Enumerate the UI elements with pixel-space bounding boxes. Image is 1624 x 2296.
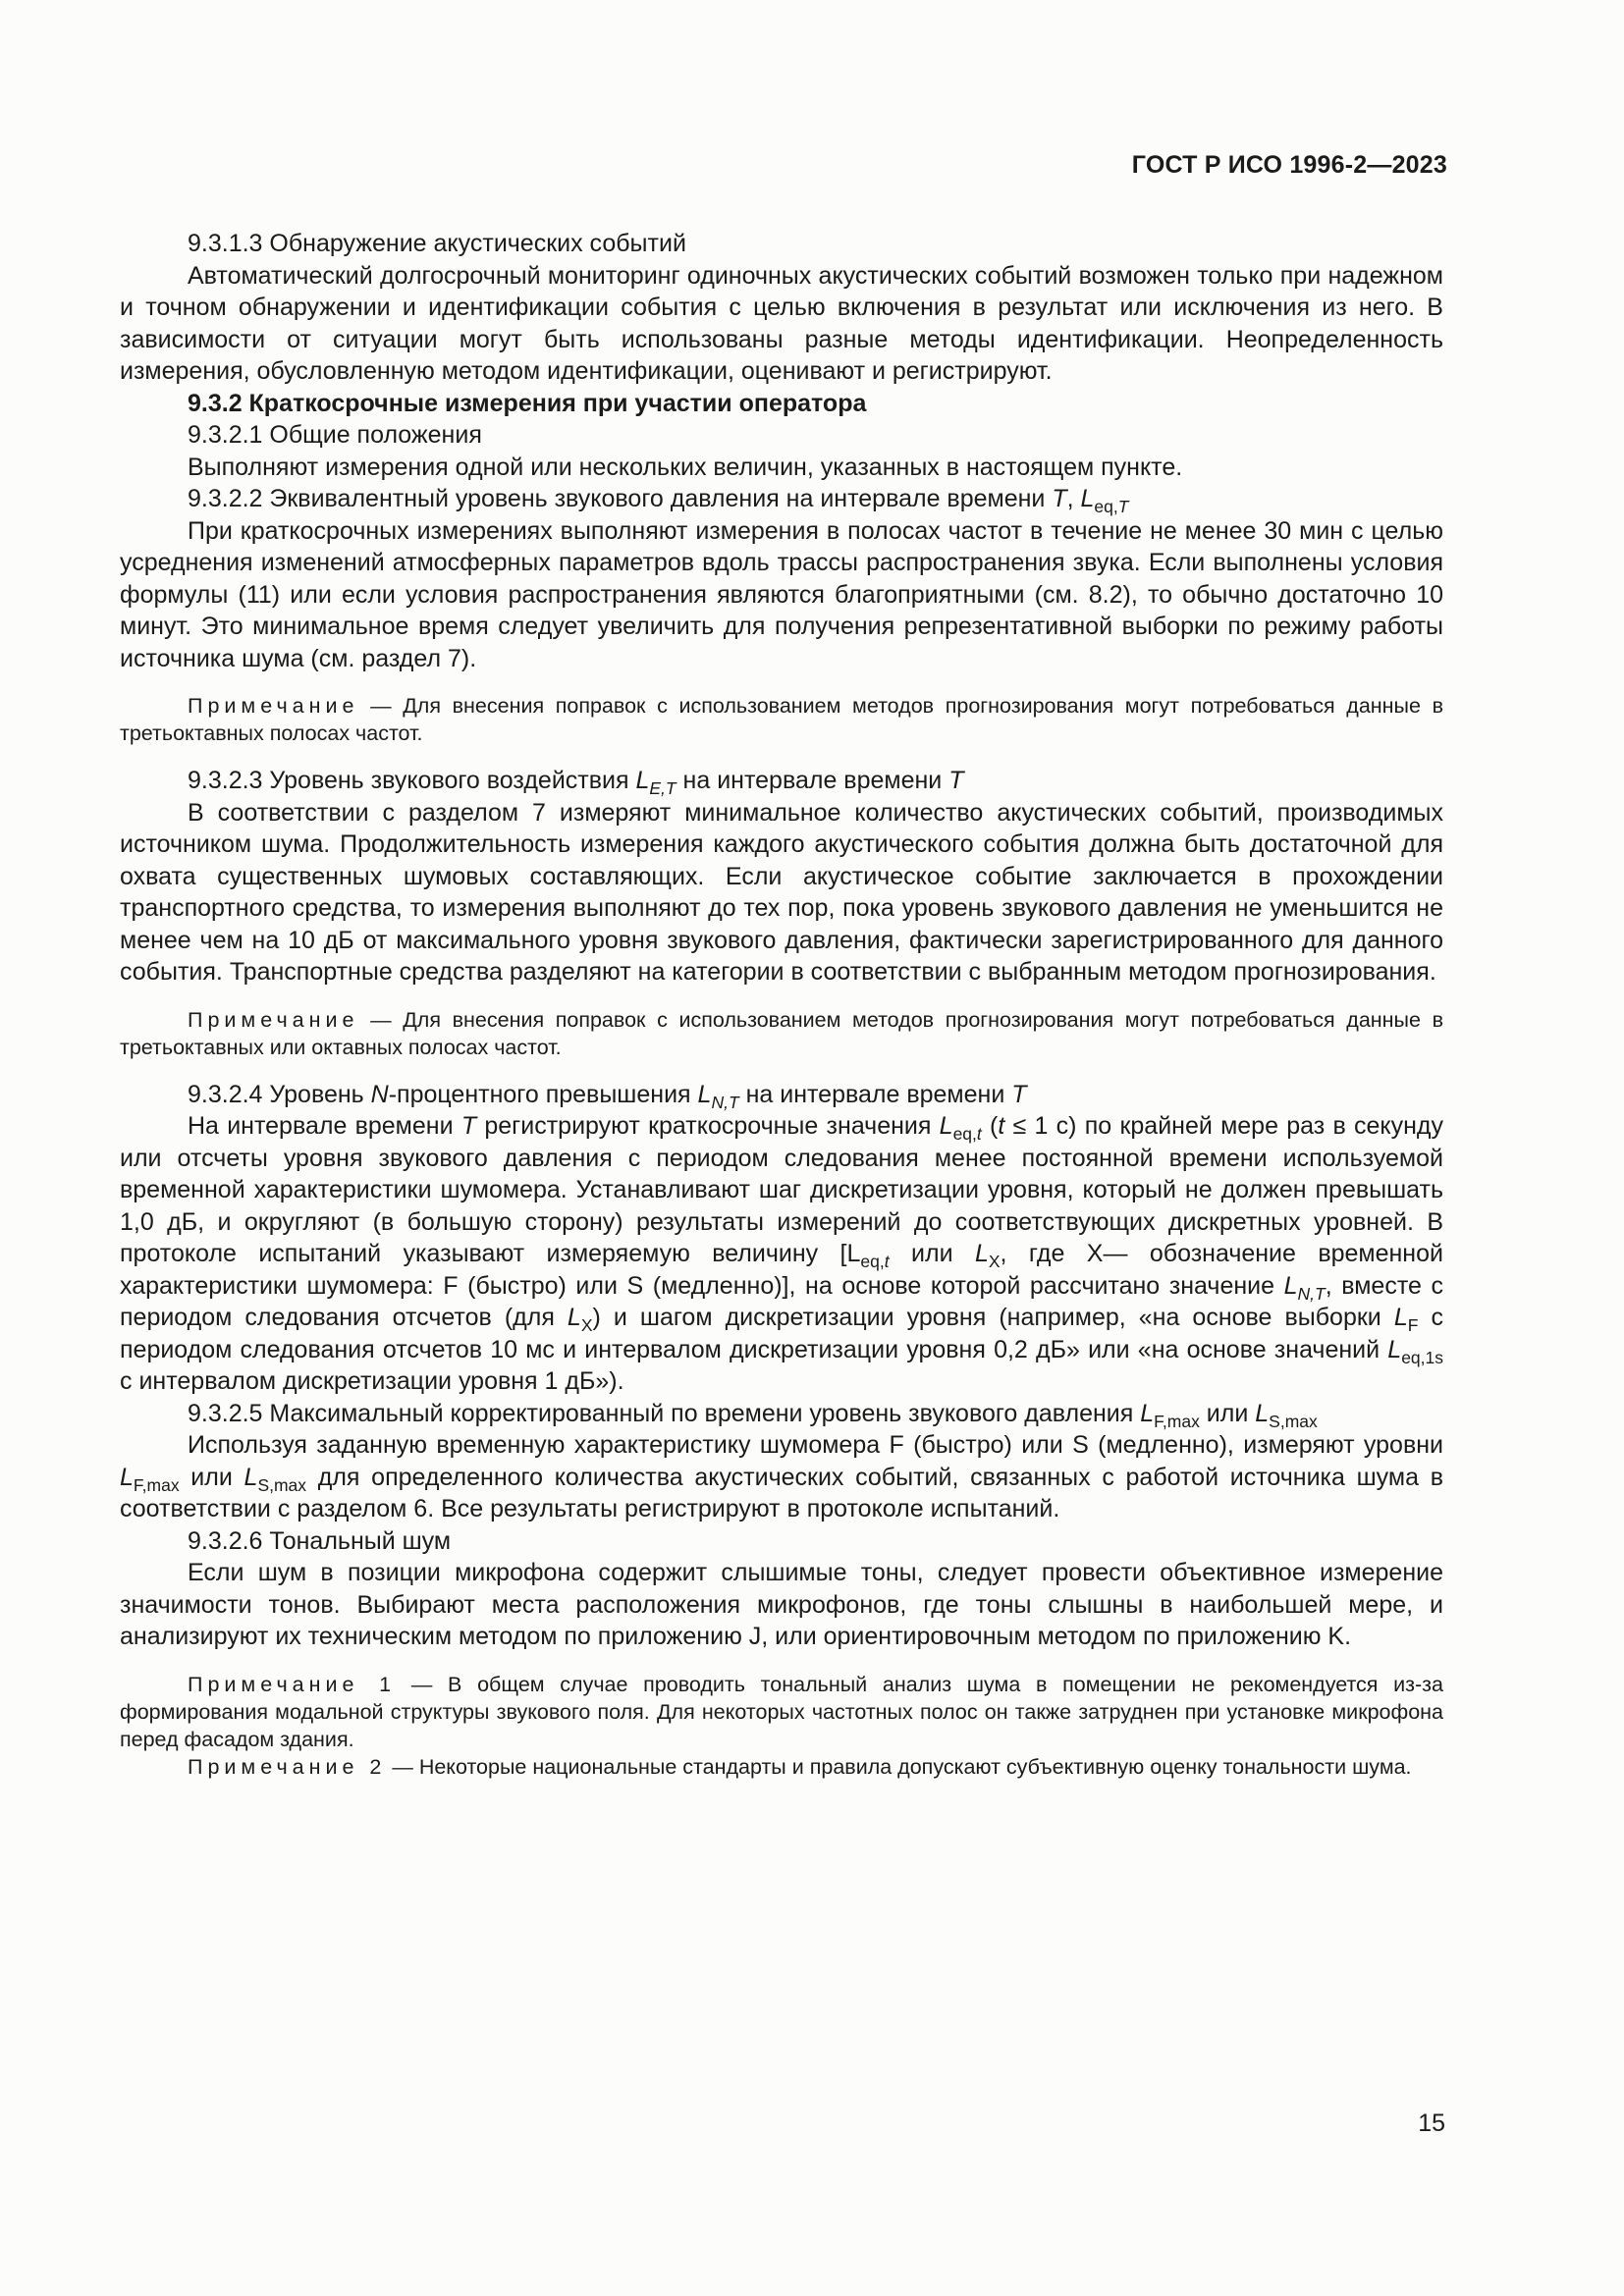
section-9-3-1-3-body: Автоматический долгосрочный мониторинг одиночных акустических событий возможен только при надежном и точном обнаружении и идентификации события с целью включения в результат или исключения из него. В зависимости от ситуации могут быть использованы разные методы идентификации. Неопределенность измерения, обусловленную методом идентификации, оценивают и регистрируют. — [120, 261, 1443, 385]
section-9-3-2-3-note: Примечание — Для внесения поправок с использованием методов прогнозирования могут потребоваться данные в третьоктавных или октавных полосах частот. — [120, 1007, 1443, 1059]
section-9-3-2-5-body: Используя заданную временную характеристику шумомера F (быстро) или S (медленно), измеряют уровни $L_{F,max}$ или $L_{S,max}$ для определенного количества акустических событий, связанных с работой источника шума в соответствии с разделом 6. Все результаты регистрируют в протоколе испытаний. — [120, 1431, 1443, 1522]
section-9-3-2-2-note: Примечание — Для внесения поправок с использованием методов прогнозирования могут потребоваться данные в третьоктавных полосах частот. — [120, 694, 1443, 745]
section-9-3-2-6-note-2: Примечание 2 — Некоторые национальные стандарты и правила допускают субъективную оценку тональности шума. — [188, 1754, 1412, 1779]
document-body — [120, 228, 1443, 1781]
section-9-3-2-1-title: 9.3.2.1 Общие положения — [188, 421, 482, 449]
section-9-3-2-3-title: 9.3.2.3 Уровень звукового воздействия $L_{E,T}$ на интервале времени T — [188, 767, 964, 798]
page-number: 15 — [1418, 2109, 1445, 2137]
section-9-3-2-1-body: Выполняют измерения одной или нескольких величин, указанных в настоящем пункте. — [188, 453, 1183, 481]
section-9-3-2-5-title: 9.3.2.5 Максимальный корректированный по времени уровень звукового давления $L_{F,max}$ или $L_{S,max}$ — [188, 1399, 1318, 1431]
section-9-3-2-4-title: 9.3.2.4 Уровень N-процентного превышения $L_{N,T}$ на интервале времени T — [188, 1080, 1027, 1112]
section-9-3-2-4-body: На интервале времени T регистрируют краткосрочные значения $L_{eq,t}$ (t ≤ 1 с) по крайней мере раз в секунду или отсчеты уровня звукового давления с периодом следования менее постоянной времени используемой временной характеристики шумомера. Устанавливают шаг дискретизации уровня, который не должен превышать 1,0 дБ, и округляют (в большую сторону) результаты измерений до соответствующих дискретных уровней. В протоколе испытаний указывают измеряемую величину [$L_{eq,t}$ или $L_X$, где X— обозначение временной характеристики шумомера: F (быстро) или S (медленно)], на основе которой рассчитано значение $L_{N,T}$, вместе с периодом следования отсчетов (для $L_X$) и шагом дискретизации уровня (например, «на основе выборки $L_F$ с периодом следования отсчетов 10 мс и интервалом дискретизации уровня 0,2 дБ» или «на основе значений $L_{eq,1s}$ с интервалом дискретизации уровня 1 дБ»). — [120, 1112, 1444, 1395]
section-9-3-2-title: 9.3.2 Краткосрочные измерения при участии оператора — [188, 389, 867, 417]
section-9-3-2-6-title: 9.3.2.6 Тональный шум — [188, 1526, 452, 1555]
section-9-3-2-6-body: Если шум в позиции микрофона содержит слышимые тоны, следует провести объективное измерение значимости тонов. Выбирают места расположения микрофонов, где тоны слышны в наибольшей мере, и анализируют их техническим методом по приложению J, или ориентировочным методом по приложению K. — [120, 1559, 1443, 1650]
section-9-3-2-2-title: 9.3.2.2 Эквивалентный уровень звукового давления на интервале времени T, $L_{eq,T}$ — [188, 485, 1129, 516]
section-9-3-1-3-title: 9.3.1.3 Обнаружение акустических событий — [188, 230, 686, 257]
document-header: ГОСТ Р ИСО 1996-2—2023 — [1131, 151, 1447, 179]
section-9-3-2-3-body: В соответствии с разделом 7 измеряют минимальное количество акустических событий, производимых источником шума. Продолжительность измерения каждого акустического события должна быть достаточной для охвата существенных шумовых составляющих. Если акустическое событие заключается в прохождении транспортного средства, то измерения выполняют до тех пор, пока уровень звукового давления не уменьшится не менее чем на 10 дБ от максимального уровня звукового давления, фактически зарегистрированного для данного события. Транспортные средства разделяют на категории в соответствии с выбранным методом прогнозирования. — [120, 798, 1443, 986]
section-9-3-2-2-body: При краткосрочных измерениях выполняют измерения в полосах частот в течение не менее 30 мин с целью усреднения изменений атмосферных параметров вдоль трассы распространения звука. Если выполнены условия формулы (11) или если условия распространения являются благоприятными (см. 8.2), то обычно достаточно 10 минут. Это минимальное время следует увеличить для получения репрезентативной выборки по режиму работы источника шума (см. раздел 7). — [120, 516, 1443, 672]
section-9-3-2-6-note-1: Примечание 1 — В общем случае проводить тональный анализ шума в помещении не рекомендуется из-за формирования модальной структуры звукового поля. Для некоторых частотных полос он также затруднен при установке микрофона перед фасадом здания. — [120, 1672, 1443, 1751]
